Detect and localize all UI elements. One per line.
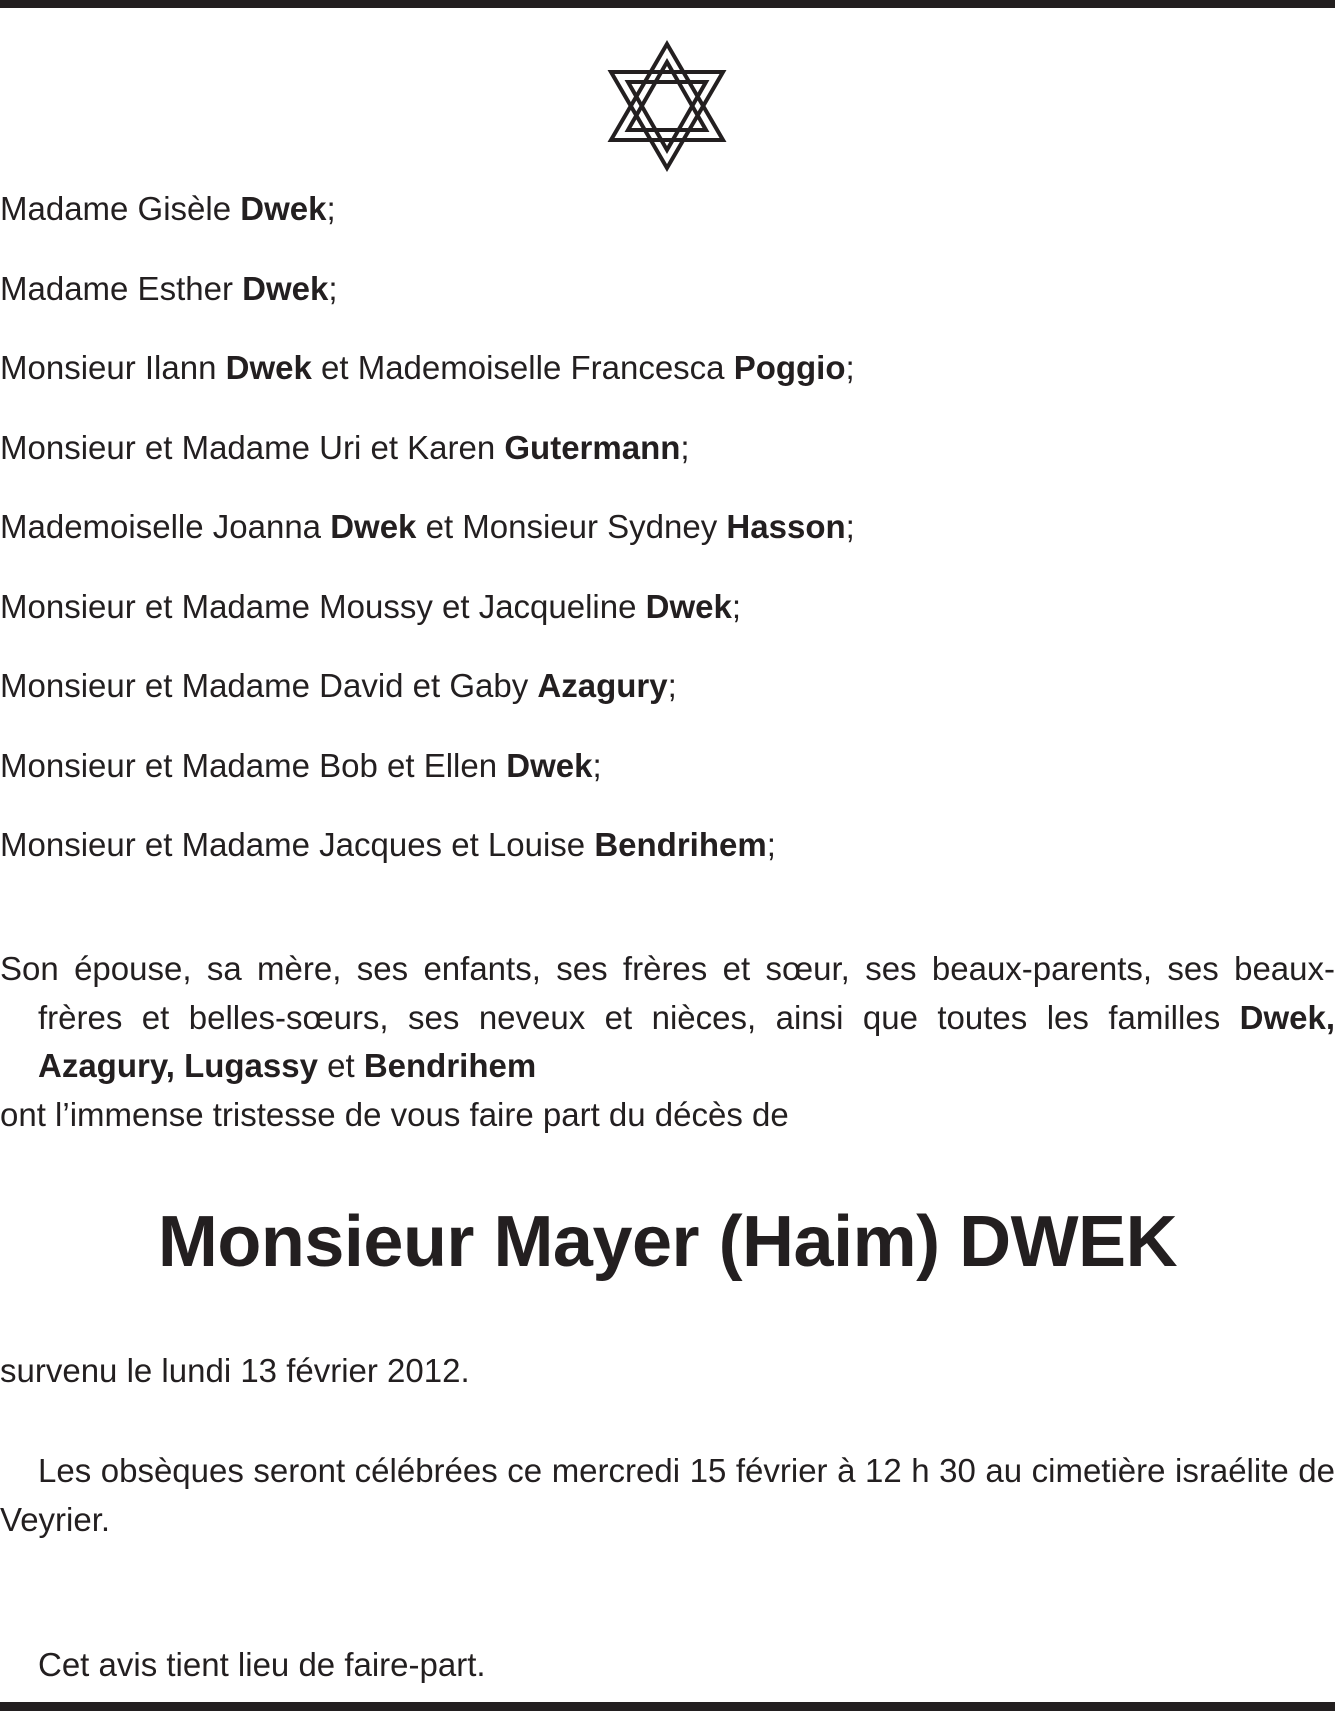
relations-text: Son épouse, sa mère, ses enfants, ses frères et sœur, ses beaux-parents, ses beaux-frères et belles-sœurs, ses neveux et nièces, ainsi que toutes les familles xyxy=(0,950,1335,1036)
family-list xyxy=(0,181,1335,897)
family-text: ; xyxy=(326,190,336,227)
last-family: Bendrihem xyxy=(363,1047,537,1084)
family-line xyxy=(0,499,1335,579)
family-text: ; xyxy=(680,428,690,466)
star-of-david-icon xyxy=(606,40,728,172)
family-surname: Gutermann xyxy=(504,428,681,466)
family-text: ; xyxy=(731,587,742,625)
family-line xyxy=(0,579,1335,659)
family-line xyxy=(0,420,1335,500)
funeral-details: Les obsèques seront célébrées ce mercredi 15 février à 12 h 30 au cimetière israélite de Veyrier. xyxy=(0,1452,1335,1538)
family-text: Monsieur et Madame David et Gaby xyxy=(0,667,538,704)
family-text: Monsieur et Madame Jacques et Louise xyxy=(0,826,595,863)
family-line xyxy=(0,340,1335,420)
conjunction: et xyxy=(327,1047,355,1084)
family-text: ; xyxy=(667,667,677,704)
notice-line: Cet avis tient lieu de faire-part. xyxy=(38,1646,486,1683)
family-text: Madame Esther xyxy=(0,269,243,307)
announcement-block xyxy=(0,945,1335,1139)
family-text: ; xyxy=(845,349,855,386)
family-line xyxy=(0,181,1335,261)
family-surname: Dwek xyxy=(506,746,593,784)
family-surname: Hasson xyxy=(726,508,846,545)
family-text: ; xyxy=(845,508,855,545)
family-text: ; xyxy=(766,826,776,863)
family-line xyxy=(0,738,1335,818)
family-text: Mademoiselle Joanna xyxy=(0,508,331,545)
bottom-rule xyxy=(0,1702,1335,1711)
family-text: Monsieur et Madame Uri et Karen xyxy=(0,428,505,466)
family-text: ; xyxy=(328,269,338,307)
deceased-name: Monsieur Mayer (Haim) DWEK xyxy=(157,1202,1178,1282)
family-surname: Dwek xyxy=(240,190,327,227)
family-surname: Dwek xyxy=(225,349,312,386)
family-text: Monsieur et Madame Bob et Ellen xyxy=(0,746,507,784)
family-text: ; xyxy=(592,746,602,784)
family-text: Monsieur Ilann xyxy=(0,349,226,386)
announcement-sentence: ont l’immense tristesse de vous faire part du décès de xyxy=(0,1095,789,1133)
family-surname: Poggio xyxy=(733,349,846,386)
family-text: Madame Gisèle xyxy=(0,190,241,227)
family-line xyxy=(0,658,1335,738)
relations-paragraph xyxy=(0,945,1335,1091)
family-line xyxy=(0,261,1335,341)
family-line xyxy=(0,817,1335,897)
family-surname: Bendrihem xyxy=(594,826,767,863)
family-text: Monsieur et Madame Moussy et Jacqueline xyxy=(0,587,646,625)
date-line: survenu le lundi 13 février 2012. xyxy=(0,1352,470,1389)
family-surname: Dwek xyxy=(330,508,417,545)
family-text: et Monsieur Sydney xyxy=(416,508,727,545)
families-bold: Dwek, Azagury, Lugassy xyxy=(38,998,1335,1084)
family-surname: Dwek xyxy=(242,269,329,307)
family-surname: Dwek xyxy=(645,587,732,625)
family-text: et Mademoiselle Francesca xyxy=(311,349,734,386)
family-surname: Azagury xyxy=(537,667,668,704)
top-rule xyxy=(0,0,1335,8)
